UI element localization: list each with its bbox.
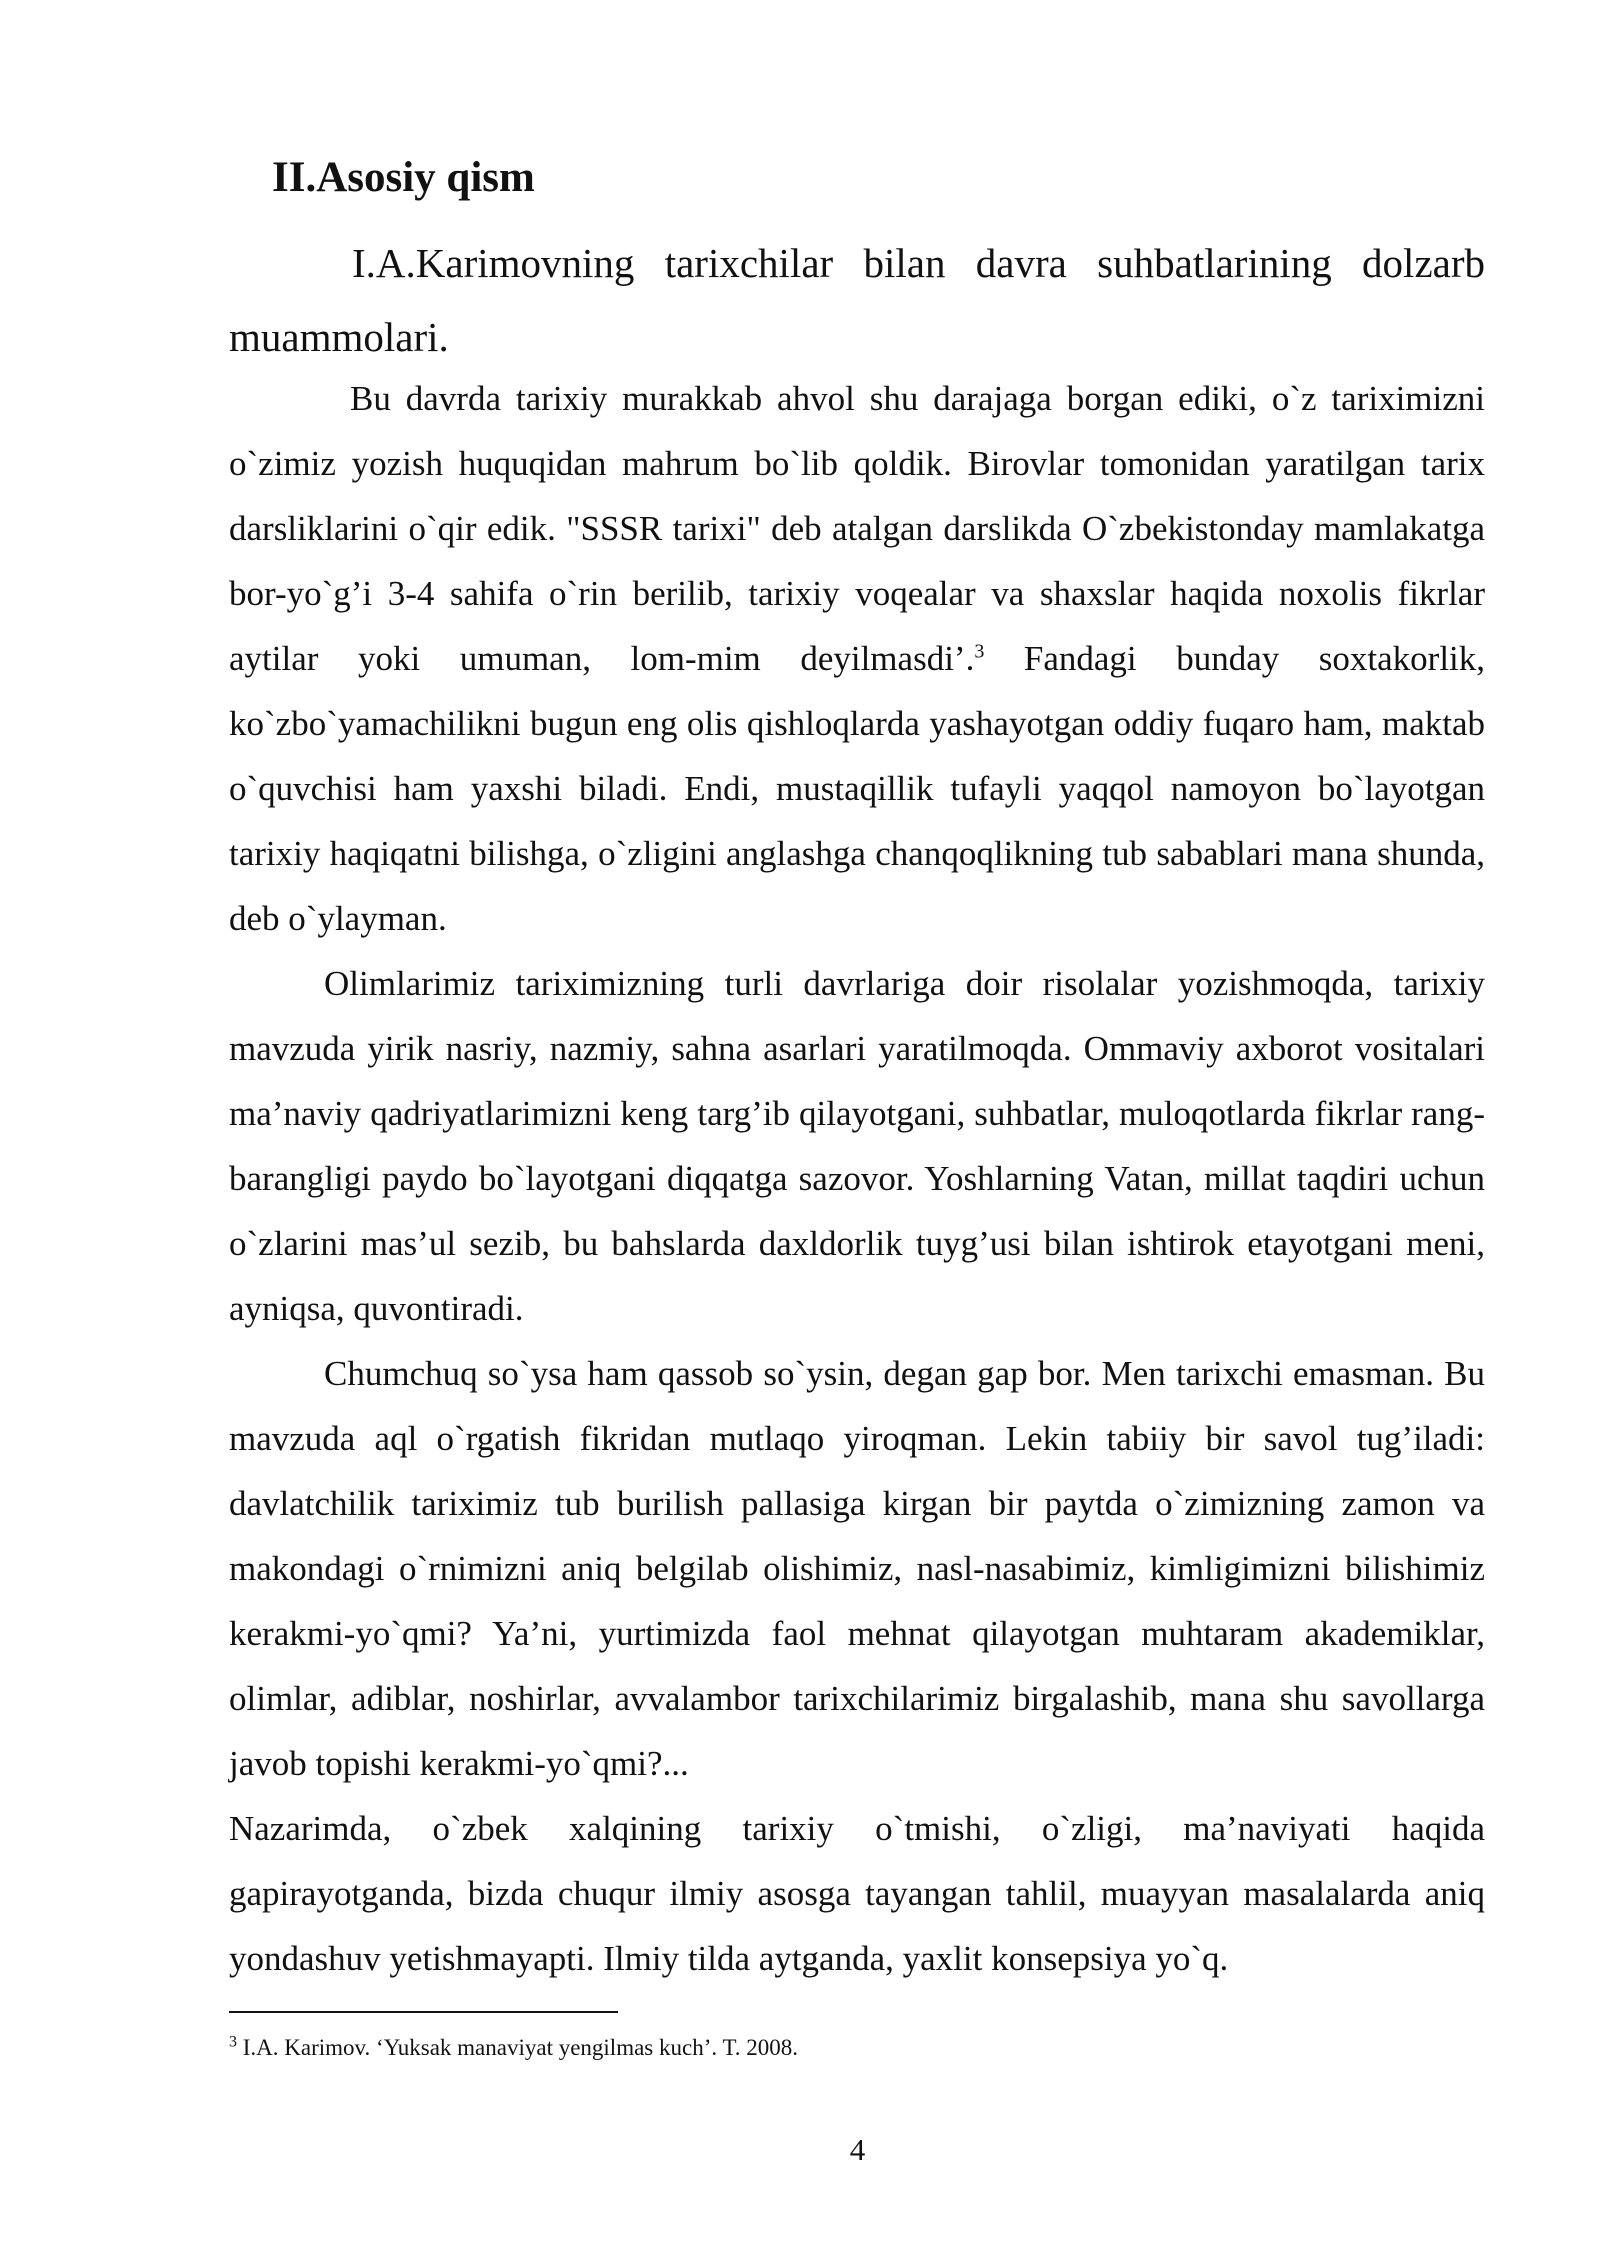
paragraph-1 [229, 366, 1485, 951]
footnote-text: I.A. Karimov. ‘Yuksak manaviyat yengilmas kuch’. T. 2008. [242, 2035, 799, 2060]
footnote-ref[interactable]: 3 [974, 640, 985, 663]
footnote-number: 3 [229, 2033, 237, 2051]
footnote-separator [229, 2011, 618, 2013]
footnote [229, 2030, 1485, 2066]
section-heading: II.Asosiy qism [272, 154, 535, 201]
paragraph-3: Chumchuq so`ysa ham qassob so`ysin, degan gap bor. Men tarixchi emasman. Bu mavzuda aql o`rgatish fikridan mutlaqo yiroqman. Lekin tabiiy bir savol tug’iladi: davlatchilik tariximiz tub burilish pallasiga kirgan bir paytda o`zimizning zamon va makondagi o`rnimizni aniq belgilab olishimiz, nasl-nasabimiz, kimligimizni bilishimiz kerakmi-yo`qmi? Ya’ni, yurtimizda faol mehnat qilayotgan muhtaram akademiklar, olimlar, adiblar, noshirlar, avvalambor tarixchilarimiz birgalashib, mana shu savollarga javob topishi kerakmi-yo`qmi?... [229, 1354, 1485, 1783]
paragraph-1-continuation: Fandagi bunday soxtakorlik, ko`zbo`yamachilikni bugun eng olis qishloqlarda yashayotgan oddiy fuqaro ham, maktab o`quvchisi ham yaxshi biladi. Endi, mustaqillik tufayli yaqqol namoyon bo`layotgan tarixiy haqiqatni bilishga, o`zligini anglashga chanqoqlikning tub sabablari mana shunda, deb o`ylayman. [229, 639, 1486, 938]
page-number: 4 [849, 2132, 866, 2167]
paragraph-1-text: Bu davrda tarixiy murakkab ahvol shu darajaga borgan ediki, o`z tariximizni o`zimiz yozish huquqidan mahrum bo`lib qoldik. Birovlar tomonidan yaratilgan tarix darsliklarini o`qir edik. "SSSR tarixi" deb atalgan darslikda O`zbekistonday mamlakatga bor-yo`g’i 3-4 sahifa o`rin berilib, tarixiy voqealar va shaxslar haqida noxolis fikrlar aytilar yoki umuman, lom-mim deyilmasdi’. [229, 379, 1485, 678]
chapter-title: I.A.Karimovning tarixchilar bilan davra suhbatlarining dolzarb muammolari. [229, 240, 1485, 360]
paragraph-4: Nazarimda, o`zbek xalqining tarixiy o`tmishi, o`zligi, ma’naviyati haqida gapirayotganda, bizda chuqur ilmiy asosga tayangan tahlil, muayyan masalalarda aniq yondashuv yetishmayapti. Ilmiy tilda aytganda, yaxlit konsepsiya yo`q. [229, 1809, 1485, 1978]
paragraph-2: Olimlarimiz tariximizning turli davrlariga doir risolalar yozishmoqda, tarixiy mavzuda yirik nasriy, nazmiy, sahna asarlari yaratilmoqda. Ommaviy axborot vositalari ma’naviy qadriyatlarimizni keng targ’ib qilayotgani, suhbatlar, muloqotlarda fikrlar rang-barangligi paydo bo`layotgani diqqatga sazovor. Yoshlarning Vatan, millat taqdiri uchun o`zlarini mas’ul sezib, bu bahslarda daxldorlik tuyg’usi bilan ishtirok etayotgani meni, ayniqsa, quvontiradi. [229, 964, 1485, 1328]
body-text [229, 366, 1485, 1991]
